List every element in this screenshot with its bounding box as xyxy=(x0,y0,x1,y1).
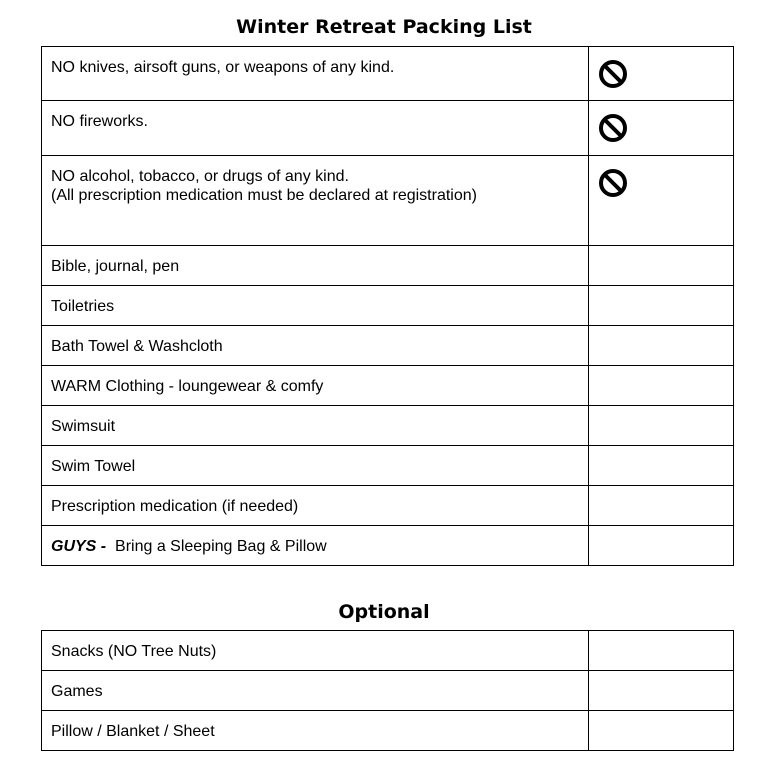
item-text: Pillow / Blanket / Sheet xyxy=(51,723,215,740)
item-cell xyxy=(42,526,589,566)
table-row xyxy=(42,486,734,526)
item-text: Snacks (NO Tree Nuts) xyxy=(51,643,217,660)
table-row xyxy=(42,406,734,446)
checkbox-cell[interactable] xyxy=(589,671,734,711)
item-text: Games xyxy=(51,683,103,700)
item-text: Bring a Sleeping Bag & Pillow xyxy=(115,538,327,555)
table-row xyxy=(42,711,734,751)
item-cell xyxy=(42,406,589,446)
item-cell xyxy=(42,446,589,486)
item-cell xyxy=(42,711,589,751)
item-text: Bible, journal, pen xyxy=(51,258,180,275)
prohibited-icon xyxy=(599,169,627,197)
table-row xyxy=(42,366,734,406)
table-row xyxy=(42,526,734,566)
checkbox-cell[interactable] xyxy=(589,326,734,366)
item-text: WARM Clothing - loungewear & comfy xyxy=(51,378,324,395)
item-cell xyxy=(42,246,589,286)
table-row xyxy=(42,156,734,246)
prohibited-icon xyxy=(599,114,627,142)
item-text: Toiletries xyxy=(51,298,115,315)
item-cell xyxy=(42,366,589,406)
table-row xyxy=(42,101,734,156)
table-row xyxy=(42,246,734,286)
item-cell xyxy=(42,101,589,156)
item-cell xyxy=(42,671,589,711)
checkbox-cell[interactable] xyxy=(589,446,734,486)
item-text: NO knives, airsoft guns, or weapons of any kind. xyxy=(51,59,395,76)
checkbox-cell[interactable] xyxy=(589,406,734,446)
item-text: Swimsuit xyxy=(51,418,116,435)
required-items-table xyxy=(41,46,734,566)
checkbox-cell[interactable] xyxy=(589,286,734,326)
checkbox-cell[interactable] xyxy=(589,631,734,671)
table-row xyxy=(42,326,734,366)
item-text: Prescription medication (if needed) xyxy=(51,498,299,515)
item-text: NO alcohol, tobacco, or drugs of any kind. xyxy=(51,168,349,185)
table-row xyxy=(42,47,734,101)
item-cell xyxy=(42,156,589,246)
table-row xyxy=(42,671,734,711)
checkbox-cell[interactable] xyxy=(589,366,734,406)
item-lead: GUYS - xyxy=(51,538,107,555)
table-row xyxy=(42,286,734,326)
optional-items-table xyxy=(41,630,734,751)
item-text: Bath Towel & Washcloth xyxy=(51,338,223,355)
item-cell xyxy=(42,631,589,671)
optional-section-title: Optional xyxy=(338,601,430,623)
checkbox-cell[interactable] xyxy=(589,246,734,286)
page-title: Winter Retreat Packing List xyxy=(236,16,532,38)
item-cell xyxy=(42,286,589,326)
checkbox-cell[interactable] xyxy=(589,486,734,526)
prohibited-icon xyxy=(599,60,627,88)
checkbox-cell[interactable] xyxy=(589,711,734,751)
mark-cell xyxy=(589,156,734,246)
item-text: Swim Towel xyxy=(51,458,136,475)
mark-cell xyxy=(589,47,734,101)
item-cell xyxy=(42,326,589,366)
table-row xyxy=(42,631,734,671)
mark-cell xyxy=(589,101,734,156)
item-note: (All prescription medication must be declared at registration) xyxy=(51,187,477,204)
item-text: NO fireworks. xyxy=(51,113,148,130)
item-cell xyxy=(42,47,589,101)
table-row xyxy=(42,446,734,486)
item-cell xyxy=(42,486,589,526)
checkbox-cell[interactable] xyxy=(589,526,734,566)
